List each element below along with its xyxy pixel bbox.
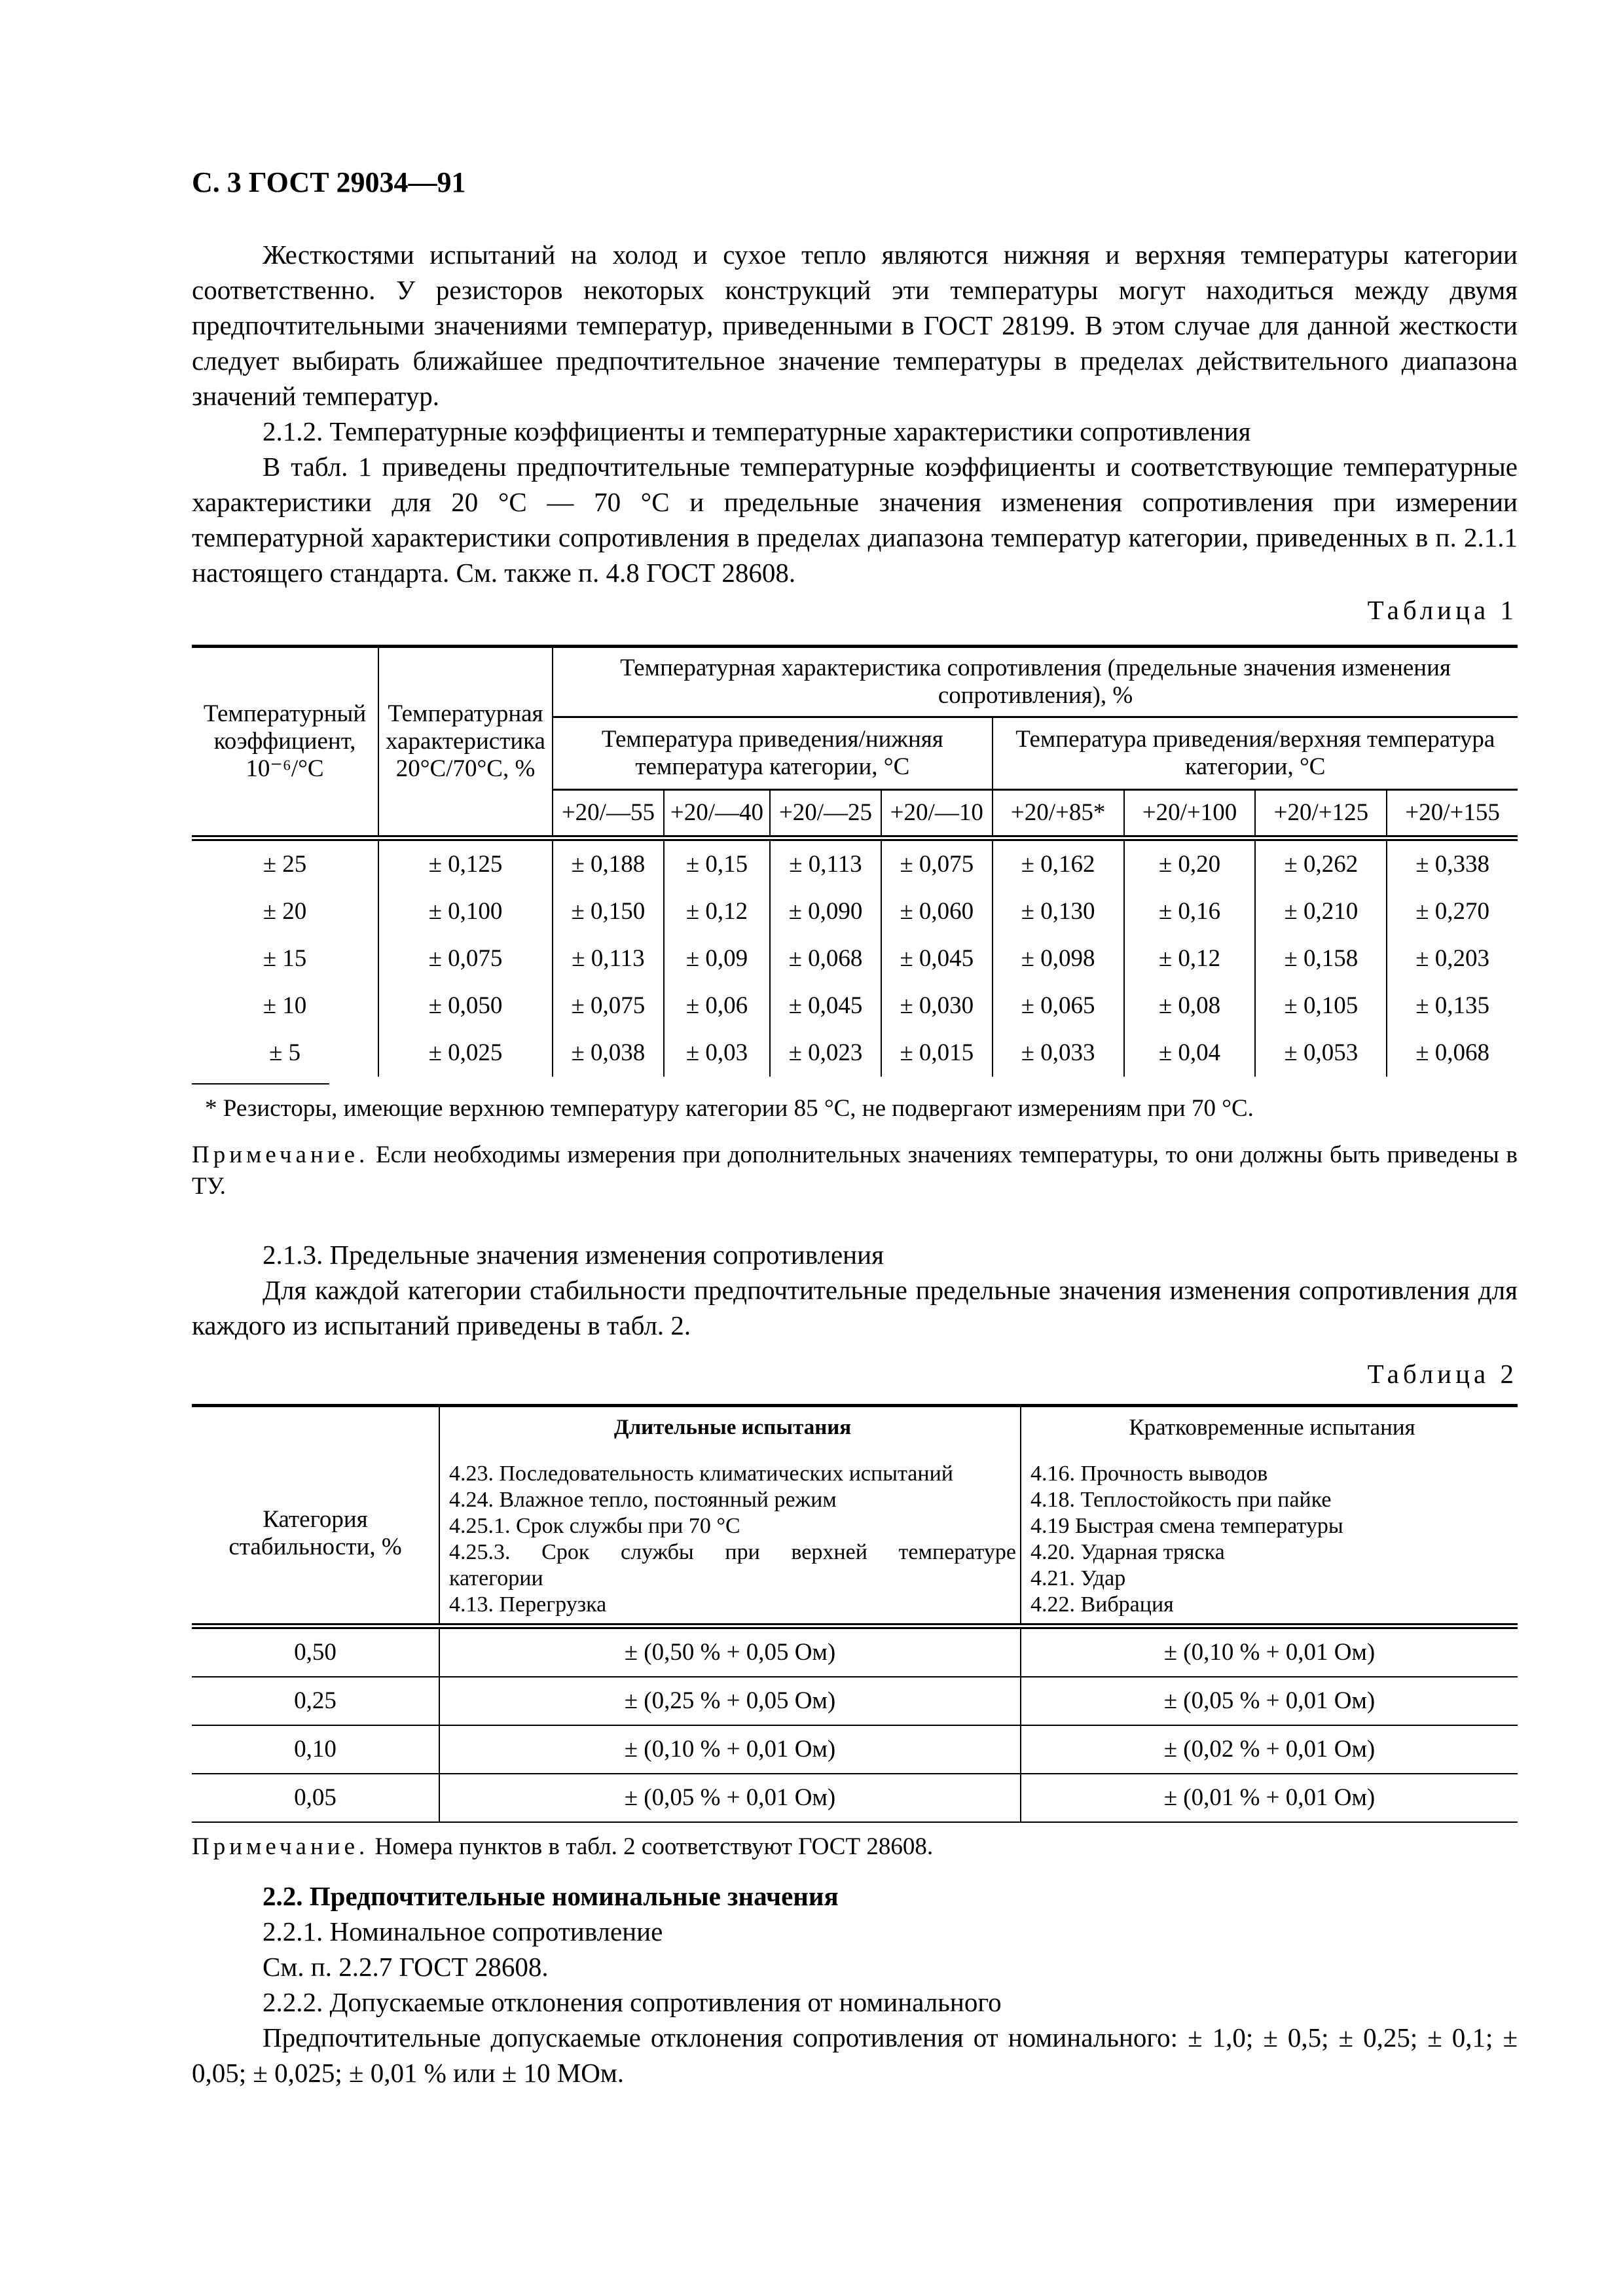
table-cell: ± 0,033 (993, 1030, 1124, 1077)
t1-temp-header: +20/+125 (1255, 790, 1387, 838)
table-cell: 0,10 (192, 1725, 439, 1774)
t2-short-item: 4.22. Вибрация (1030, 1592, 1174, 1617)
page-header: С. 3 ГОСТ 29034—91 (192, 166, 466, 198)
table-row (192, 982, 1518, 1030)
table-cell: ± (0,02 % + 0,01 Ом) (1021, 1725, 1518, 1774)
table-cell: ± 0,210 (1255, 888, 1387, 935)
t2-long-item: 4.25.3. Срок службы при верхней температуре (449, 1540, 1016, 1564)
table-cell: 0,25 (192, 1677, 439, 1725)
table1 (192, 645, 1518, 1077)
table-row (192, 838, 1518, 889)
table-cell: ± 0,015 (881, 1030, 993, 1077)
t1-col-temp-coef: Температурный коэффициент, 10⁻⁶/°С (192, 647, 378, 838)
table-cell: ± 0,15 (664, 838, 770, 889)
table-cell: ± 0,20 (1124, 838, 1256, 889)
t1-temp-header: +20/+155 (1387, 790, 1518, 838)
table-cell: ± 0,203 (1387, 935, 1518, 982)
table-cell: ± 0,03 (664, 1030, 770, 1077)
table-cell: ± 0,150 (553, 888, 664, 935)
section-2-1-3 (192, 1237, 1518, 1343)
table-cell: ± 0,023 (770, 1030, 881, 1077)
table-cell: ± 0,068 (770, 935, 881, 982)
table2 (192, 1404, 1518, 1823)
t2-short-item: 4.21. Удар (1030, 1566, 1126, 1590)
table-row (192, 935, 1518, 982)
table-cell: ± (0,10 % + 0,01 Ом) (1021, 1626, 1518, 1677)
table-cell: ± 0,030 (881, 982, 993, 1030)
table-cell: ± 0,135 (1387, 982, 1518, 1030)
t2-long-list (449, 1461, 1016, 1618)
t2-short-item: 4.18. Теплостойкость при пайке (1030, 1488, 1332, 1512)
t1-group-header: Температурная характеристика сопротивления (предельные значения изменения сопротивления), % (553, 647, 1518, 717)
section-2-1-1-continued (192, 237, 1518, 590)
table-cell: ± 0,025 (378, 1030, 553, 1077)
table-cell: 0,05 (192, 1774, 439, 1822)
table1-footnote-block (192, 1083, 1518, 1202)
t1-sub-high: Температура приведения/верхняя температура категории, °С (993, 717, 1518, 790)
section-2-1-2-text: В табл. 1 приведены предпочтительные температурные коэффициенты и соответствующие температурные характеристики для 20 °С — 70 °С и предельные значения изменения сопротивления при измерении температурной характеристики сопротивления в пределах диапазона температур категории, приведенных в п. 2.1.1 настоящего стандарта. См. также п. 4.8 ГОСТ 28608. (192, 452, 1518, 588)
table-cell: ± (0,05 % + 0,01 Ом) (439, 1774, 1021, 1822)
table-cell: ± 0,075 (553, 982, 664, 1030)
t2-short-title: Кратковременные испытания (1129, 1414, 1415, 1440)
t2-long-item: 4.25.1. Срок службы при 70 °С (449, 1514, 740, 1538)
t1-col-temp-char: Температурная характеристика 20°С/70°С, % (378, 647, 553, 838)
table-cell: ± 0,130 (993, 888, 1124, 935)
t2-long-item: 4.23. Последовательность климатических испытаний (449, 1462, 953, 1486)
table-cell: ± 0,038 (553, 1030, 664, 1077)
table-cell: ± 0,262 (1255, 838, 1387, 889)
t1-temp-header: +20/—40 (664, 790, 770, 838)
table-cell: ± 0,113 (770, 838, 881, 889)
table-cell: ± (0,05 % + 0,01 Ом) (1021, 1677, 1518, 1725)
table-cell: ± 5 (268, 1039, 301, 1066)
table-cell: ± 0,075 (881, 838, 993, 889)
section-2-2 (192, 1878, 1518, 2090)
t2-short-item: 4.20. Ударная тряска (1030, 1540, 1225, 1564)
section-2-1-3-text: Для каждой категории стабильности предпочтительные предельные значения изменения сопротивления для каждого из испытаний приведены в табл. 2. (192, 1275, 1518, 1340)
table-cell: ± 0,098 (993, 935, 1124, 982)
t1-temp-header: +20/+100 (1124, 790, 1256, 838)
section-2-2-1-title: 2.2.1. Номинальное сопротивление (263, 1916, 663, 1946)
table1-note: Примечание. Если необходимы измерения при дополнительных значениях температуры, то они должны быть приведены в ТУ. (192, 1141, 1518, 1200)
table-cell: ± 0,090 (770, 888, 881, 935)
table2-caption: Таблица 2 (1367, 1359, 1518, 1389)
table-cell: ± 0,045 (770, 982, 881, 1030)
table-row (192, 1725, 1518, 1774)
table-cell: ± (0,10 % + 0,01 Ом) (439, 1725, 1021, 1774)
t1-temp-header: +20/—55 (553, 790, 664, 838)
t1-sub-low: Температура приведения/нижняя температура категории, °С (553, 717, 993, 790)
table-cell: ± 15 (263, 945, 307, 972)
section-2-1-2-title: 2.1.2. Температурные коэффициенты и температурные характеристики сопротивления (263, 416, 1251, 446)
table-cell: ± 0,270 (1387, 888, 1518, 935)
section-2-2-2-text: Предпочтительные допускаемые отклонения сопротивления от номинального: ± 1,0; ± 0,5; ± 0,25; ± 0,1; ± 0,05; ± 0,025; ± 0,01 % или ± 10 МОм. (192, 2022, 1518, 2088)
t1-temp-header: +20/+85* (993, 790, 1124, 838)
table-cell: ± 0,125 (378, 838, 553, 889)
table-cell: ± 20 (263, 898, 307, 925)
t2-long-title: Длительные испытания (613, 1416, 852, 1439)
table-cell: ± 0,158 (1255, 935, 1387, 982)
table-cell: ± 0,060 (881, 888, 993, 935)
table-cell: ± 0,075 (378, 935, 553, 982)
table1-footnote: * Резисторы, имеющие верхнюю температуру категории 85 °С, не подвергают измерениям при 70 °С. (205, 1095, 1254, 1122)
table-row (192, 888, 1518, 935)
table-cell: ± 0,338 (1387, 838, 1518, 889)
table-cell: ± (0,50 % + 0,05 Ом) (439, 1626, 1021, 1677)
table-cell: ± 0,04 (1124, 1030, 1256, 1077)
t2-short-item: 4.19 Быстрая смена температуры (1030, 1514, 1343, 1538)
intro-paragraph: Жесткостями испытаний на холод и сухое тепло являются нижняя и верхняя температуры категории соответственно. У резисторов некоторых конструкций эти температуры могут находиться между двумя предпочтительными значениями температур, приведенными в ГОСТ 28199. В этом случае для данной жесткости следует выбирать ближайшее предпочтительное значение температуры в пределах действительного диапазона значений температур. (192, 240, 1518, 411)
table-cell: ± 0,065 (993, 982, 1124, 1030)
section-2-2-2-title: 2.2.2. Допускаемые отклонения сопротивления от номинального (263, 1987, 1002, 2017)
table-cell: ± (0,01 % + 0,01 Ом) (1021, 1774, 1518, 1822)
table-cell: ± (0,25 % + 0,05 Ом) (439, 1677, 1021, 1725)
t2-long-item: 4.24. Влажное тепло, постоянный режим (449, 1488, 837, 1512)
t2-long-item: 4.13. Перегрузка (449, 1592, 607, 1617)
footnote-divider (192, 1083, 329, 1085)
table-cell: ± 0,113 (553, 935, 664, 982)
table-row (192, 1677, 1518, 1725)
table-cell: ± 0,08 (1124, 982, 1256, 1030)
table-cell: ± 0,12 (664, 888, 770, 935)
t1-temp-header: +20/—25 (770, 790, 881, 838)
t1-temp-header: +20/—10 (881, 790, 993, 838)
table-row (192, 1030, 1518, 1077)
t2-col-category: Категория стабильности, % (192, 1406, 439, 1626)
table-cell: 0,50 (192, 1626, 439, 1677)
table-cell: ± 25 (192, 838, 378, 889)
table-row (192, 1774, 1518, 1822)
t2-short-item: 4.16. Прочность выводов (1030, 1462, 1268, 1486)
table-row (192, 1626, 1518, 1677)
section-2-2-title: 2.2. Предпочтительные номинальные значения (263, 1881, 839, 1911)
section-2-2-1-text: См. п. 2.2.7 ГОСТ 28608. (263, 1952, 549, 1982)
table-cell: ± 0,12 (1124, 935, 1256, 982)
table-cell: ± 0,050 (378, 982, 553, 1030)
table2-note: Примечание. Номера пунктов в табл. 2 соответствуют ГОСТ 28608. (192, 1833, 934, 1860)
table-cell: ± 0,105 (1255, 982, 1387, 1030)
table-cell: ± 0,100 (378, 888, 553, 935)
table-cell: ± 0,045 (881, 935, 993, 982)
table-cell: ± 0,09 (664, 935, 770, 982)
table-cell: ± 0,162 (993, 838, 1124, 889)
table-cell: ± 0,053 (1255, 1030, 1387, 1077)
table-cell: ± 0,16 (1124, 888, 1256, 935)
table-cell: ± 0,06 (664, 982, 770, 1030)
t2-long-item: категории (449, 1566, 543, 1590)
section-2-1-3-title: 2.1.3. Предельные значения изменения сопротивления (263, 1240, 884, 1270)
table-cell: ± 10 (263, 992, 307, 1019)
t2-short-list (1030, 1461, 1514, 1618)
table1-caption: Таблица 1 (1367, 595, 1518, 625)
table-cell: ± 0,068 (1387, 1030, 1518, 1077)
table-cell: ± 0,188 (553, 838, 664, 889)
